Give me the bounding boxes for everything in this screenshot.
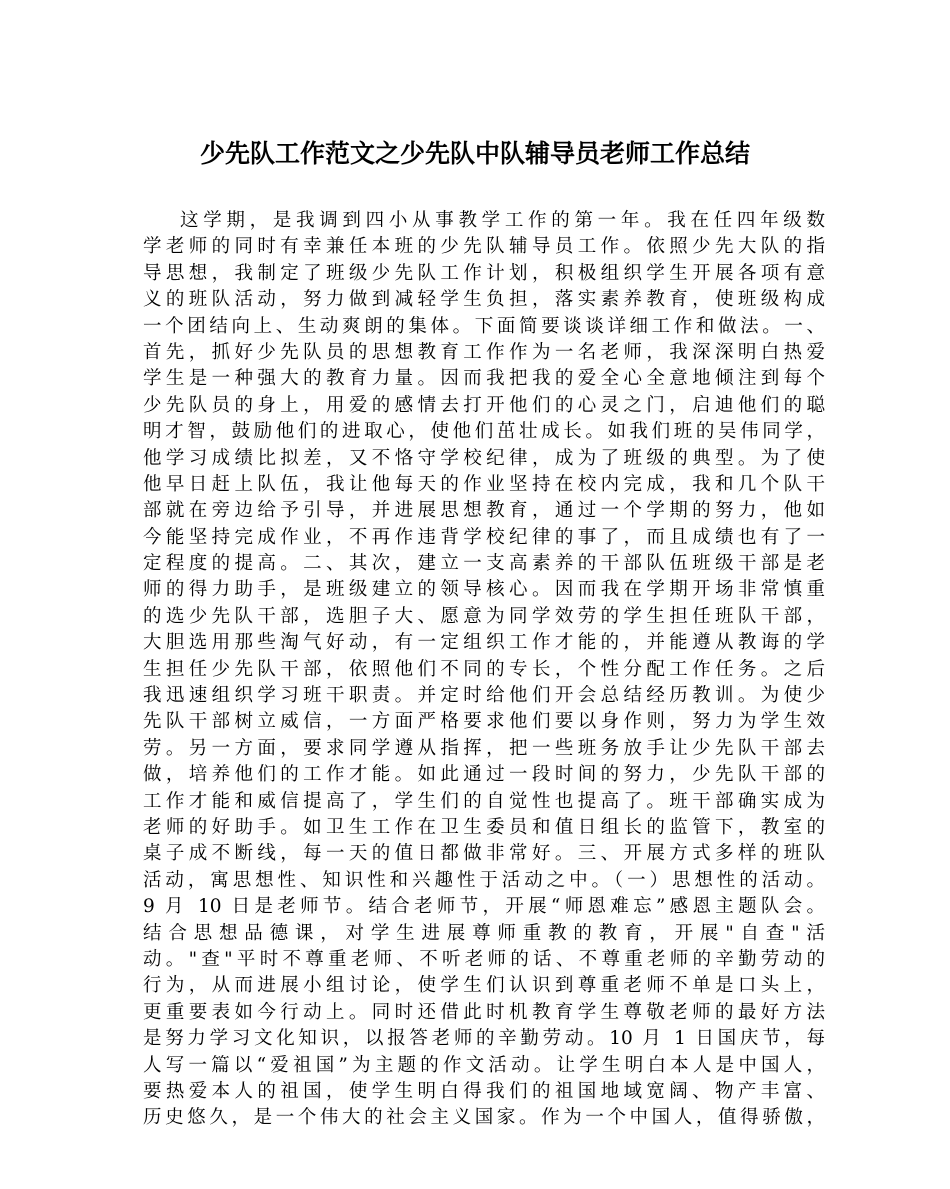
body-line: 少先队员的身上，用爱的感情去打开他们的心灵之门，启迪他们的聪 [143,394,825,416]
body-line: 历史悠久，是一个伟大的社会主义国家。作为一个中国人，值得骄傲， [143,1107,825,1129]
body-line: 一个团结向上、生动爽朗的集体。下面简要谈谈详细工作和做法。一、 [143,315,825,337]
body-line: 大胆选用那些淘气好动，有一定组织工作才能的，并能遵从教诲的学 [143,632,825,654]
body-line: 桌子成不断线，每一天的值日都做非常好。三、开展方式多样的班队 [143,843,825,865]
body-line: 行为，从而进展小组讨论，使学生们认识到尊重老师不单是口头上， [143,975,825,997]
body-line: 劳。另一方面，要求同学遵从指挥，把一些班务放手让少先队干部去 [143,737,825,759]
body-line: 生担任少先队干部，依照他们不同的专长，个性分配工作任务。之后 [143,658,825,680]
body-line: 结合思想品德课，对学生进展尊师重教的教育，开展"自查"活 [143,922,825,944]
body-line: 师的得力助手，是班级建立的领导核心。因而我在学期开场非常慎重 [143,579,825,601]
body-line: 9 月 10 日是老师节。结合老师节，开展“师恩难忘”感恩主题队会。 [143,896,825,918]
body-line: 定程度的提高。二、其次，建立一支高素养的干部队伍班级干部是老 [143,553,825,575]
body-line: 他早日赶上队伍，我让他每天的作业坚持在校内完成，我和几个队干 [143,473,825,495]
document-body [143,208,825,1132]
body-line: 做，培养他们的工作才能。如此通过一段时间的努力，少先队干部的 [143,764,825,786]
body-line: 老师的好助手。如卫生工作在卫生委员和值日组长的监管下，教室的 [143,816,825,838]
body-line: 明才智，鼓励他们的进取心，使他们茁壮成长。如我们班的吴伟同学， [143,421,825,443]
body-line: 工作才能和威信提高了，学生们的自觉性也提高了。班干部确实成为 [143,790,825,812]
body-line: 要热爱本人的祖国，使学生明白得我们的祖国地域宽阔、物产丰富、 [143,1080,825,1102]
body-line: 今能坚持完成作业，不再作违背学校纪律的事了，而且成绩也有了一 [143,526,825,548]
body-line: 学老师的同时有幸兼任本班的少先队辅导员工作。依照少先大队的指 [143,236,825,258]
body-line: 部就在旁边给予引导，并进展思想教育，通过一个学期的努力，他如 [143,500,825,522]
body-line: 人写一篇以“爱祖国”为主题的作文活动。让学生明白本人是中国人， [143,1054,825,1076]
body-line: 学生是一种强大的教育力量。因而我把我的爱全心全意地倾注到每个 [143,368,825,390]
document-title: 少先队工作范文之少先队中队辅导员老师工作总结 [199,139,750,168]
body-line: 更重要表如今行动上。同时还借此时机教育学生尊敬老师的最好方法 [143,1001,825,1023]
body-line: 的选少先队干部，选胆子大、愿意为同学效劳的学生担任班队干部， [143,605,825,627]
body-line: 是努力学习文化知识，以报答老师的辛勤劳动。10 月 1 日国庆节，每 [143,1028,825,1050]
body-line: 动。"查"平时不尊重老师、不听老师的话、不尊重老师的辛勤劳动的 [143,948,825,970]
body-line: 活动，寓思想性、知识性和兴趣性于活动之中。（一）思想性的活动。 [143,869,825,891]
body-line: 我迅速组织学习班干职责。并定时给他们开会总结经历教训。为使少 [143,685,825,707]
body-line: 导思想，我制定了班级少先队工作计划，积极组织学生开展各项有意 [143,262,825,284]
body-line: 首先，抓好少先队员的思想教育工作作为一名老师，我深深明白热爱 [143,341,825,363]
body-line: 先队干部树立威信，一方面严格要求他们要以身作则，努力为学生效 [143,711,825,733]
body-line: 这学期，是我调到四小从事教学工作的第一年。我在任四年级数 [180,210,825,231]
body-line: 义的班队活动，努力做到减轻学生负担，落实素养教育，使班级构成 [143,289,825,311]
body-line: 他学习成绩比拟差，又不恪守学校纪律，成为了班级的典型。为了使 [143,447,825,469]
